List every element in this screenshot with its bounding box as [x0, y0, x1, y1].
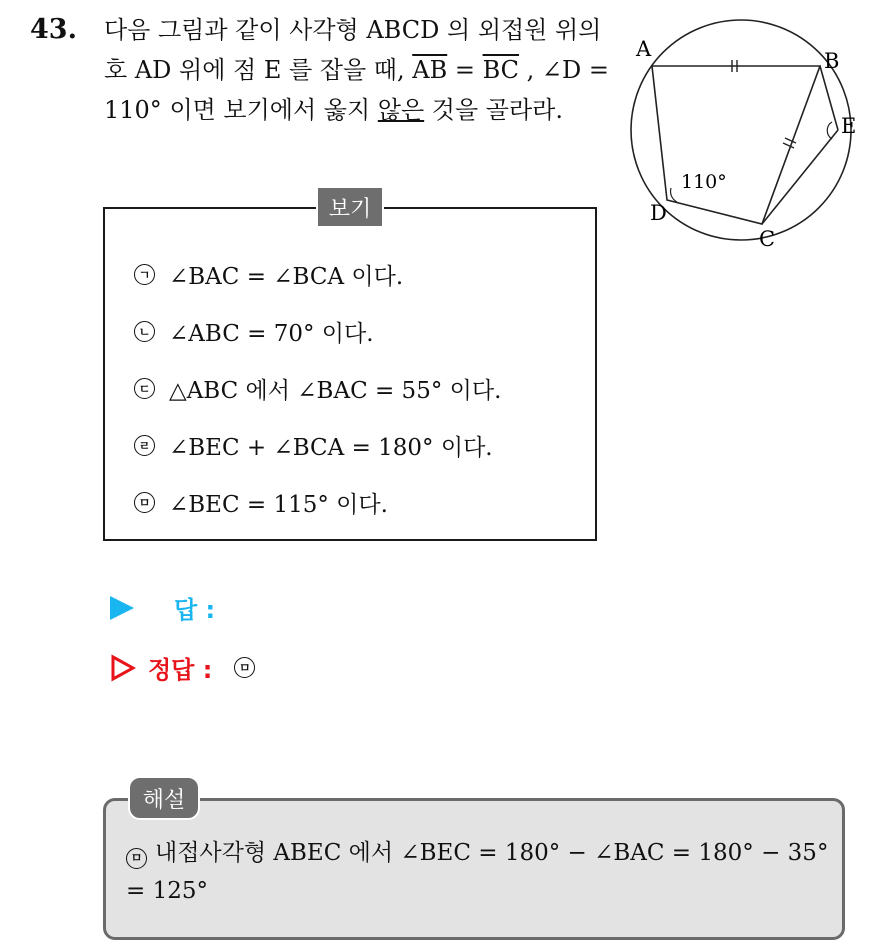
bogi-item-text: ∠BEC + ∠BCA = 180° 이다.	[169, 435, 493, 461]
answer-row	[110, 590, 215, 625]
circled-marker: ㅁ	[134, 492, 155, 513]
play-triangle-icon	[110, 596, 134, 620]
angle-arc-d	[671, 188, 677, 202]
bogi-title: 보기	[316, 186, 384, 228]
label-e: E	[841, 114, 857, 138]
bogi-item	[134, 315, 374, 348]
question-text	[104, 10, 614, 130]
circled-marker: ㅁ	[234, 657, 255, 678]
question-text-part2: , ∠D = 110° 이면 보기에서 옳지	[104, 56, 610, 124]
label-a: A	[636, 37, 652, 61]
circled-marker: ㄴ	[134, 321, 155, 342]
label-c: C	[759, 227, 776, 251]
answer-label: 답 :	[174, 596, 216, 624]
solution-text	[126, 834, 831, 910]
circled-marker: ㄱ	[134, 264, 155, 285]
equals-sign: =	[447, 56, 483, 84]
bogi-item	[134, 429, 493, 462]
tick-mark-bc	[783, 138, 796, 148]
bogi-item-text: ∠BAC = ∠BCA 이다.	[169, 264, 404, 290]
bogi-item-text: ∠BEC = 115° 이다.	[169, 492, 388, 518]
solution-title: 해설	[128, 776, 200, 820]
question-text-part3: 것을 골라라.	[424, 96, 563, 124]
segment-bc: $\overline{BC}$	[482, 56, 520, 84]
bogi-item-text: ∠ABC = 70° 이다.	[169, 321, 374, 347]
circled-marker: ㄷ	[134, 378, 155, 399]
segment-ec	[762, 130, 838, 224]
label-b: B	[824, 49, 840, 73]
solution-body: 내접사각형 ABEC 에서 ∠BEC = 180° − ∠BAC = 180° − 35° = 125°	[126, 840, 829, 904]
circled-marker: ㅁ	[126, 848, 147, 869]
segment-be	[820, 66, 838, 130]
question-number: 43.	[30, 14, 77, 45]
bogi-item	[134, 486, 388, 519]
correct-answer-value	[234, 657, 255, 679]
geometry-figure	[620, 18, 870, 258]
angle-label-d: 110°	[681, 171, 727, 193]
question-text-part1: 다음 그림과 같이 사각형 ABCD 의 외접원 위의 호 AD 위에 점 E 를 잡을 때,	[104, 16, 602, 84]
label-d: D	[650, 201, 667, 225]
segment-ab: $\overline{AB}$	[412, 56, 448, 84]
correct-answer-label: 정답 :	[148, 656, 213, 684]
bogi-item-text: △ABC 에서 ∠BAC = 55° 이다.	[169, 378, 502, 404]
bogi-item	[134, 372, 501, 405]
bogi-item	[134, 258, 403, 291]
angle-arc-e	[827, 122, 832, 139]
circled-marker: ㄹ	[134, 435, 155, 456]
correct-answer-row	[110, 650, 255, 685]
quadrilateral-abcd	[652, 66, 820, 224]
triangle-outline-icon	[110, 654, 136, 682]
underlined-word: 않은	[377, 96, 425, 124]
